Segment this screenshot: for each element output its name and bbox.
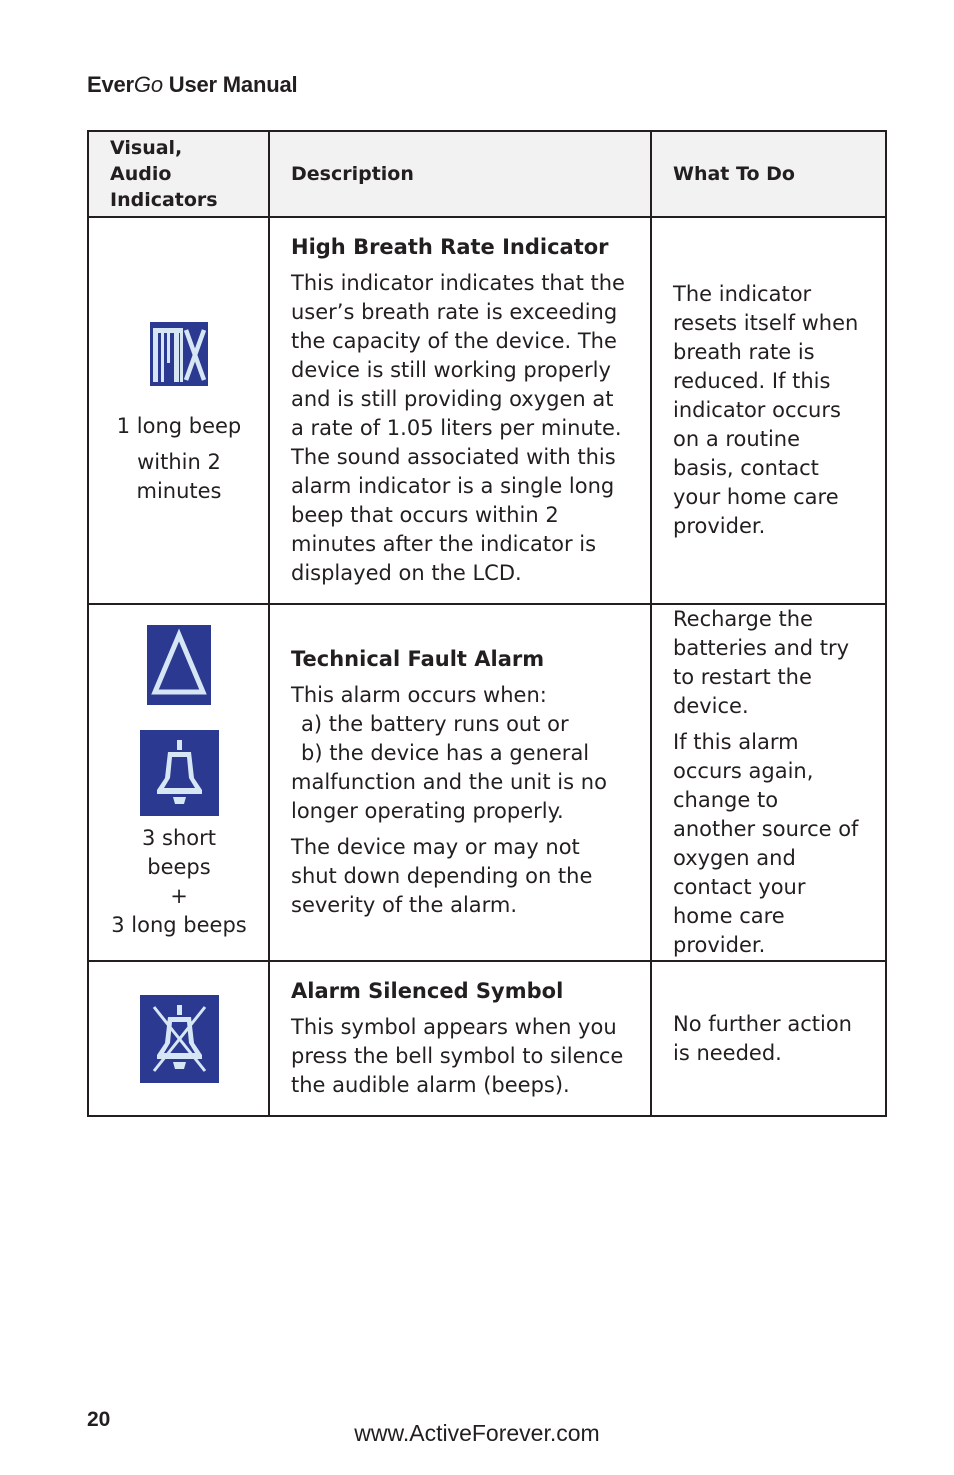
action-text: No further action is needed. (673, 1011, 852, 1065)
indicator-title: High Breath Rate Indicator (291, 235, 609, 259)
beep-pattern: 1 long beep (116, 413, 242, 438)
description-text: This indicator indicates that the user’s breath rate is exceeding the capacity of the device. The device is still working properly and is still providing oxygen at a rate of 1.05 liters per minute. The sound associated with this alarm indicator is a single long beep that occurs within 2 minutes after the indicator is displayed on the LCD. (291, 271, 625, 585)
description-text: The device may or may not shut down depending on the severity of the alarm. (291, 835, 593, 917)
beep-pattern: 3 short beeps + 3 long beeps (111, 826, 247, 937)
description-cell (269, 961, 651, 1116)
description-text (291, 681, 630, 826)
warning-triangle-icon (147, 625, 211, 705)
beep-timing: within 2 minutes (136, 449, 222, 503)
bell-silenced-icon (140, 995, 219, 1083)
description-cell (269, 604, 651, 961)
indicator-cell (88, 604, 269, 961)
what-to-do-cell (651, 217, 886, 604)
description-cell (269, 217, 651, 604)
table-row (88, 217, 886, 604)
action-text: The indicator resets itself when breath rate is reduced. If this indicator occurs on a routine basis, contact your home care provider. (673, 282, 859, 538)
table-row (88, 604, 886, 961)
indicator-cell (88, 217, 269, 604)
brand-go: Go (133, 72, 163, 97)
max-breath-rate-icon (150, 322, 208, 386)
indicator-table (87, 130, 887, 1117)
brand-ever: Ever (87, 72, 134, 97)
description-intro: This alarm occurs when: (291, 683, 547, 707)
what-to-do-cell (651, 604, 886, 961)
description-text: This symbol appears when you press the bell symbol to silence the audible alarm (beeps). (291, 1015, 624, 1097)
alarm-title: Technical Fault Alarm (291, 647, 545, 671)
action-text: Recharge the batteries and try to restart the device. (673, 607, 850, 718)
what-to-do-cell (651, 961, 886, 1116)
symbol-title: Alarm Silenced Symbol (291, 979, 564, 1003)
action-text: If this alarm occurs again, change to another source of oxygen and contact your home care provider. (673, 730, 859, 957)
col-header-indicators: Visual, Audio Indicators (88, 131, 269, 217)
footer-url: www.ActiveForever.com (354, 1420, 600, 1446)
col-header-description: Description (269, 131, 651, 217)
condition-a: a) the battery runs out or (301, 712, 569, 736)
indicator-cell (88, 961, 269, 1116)
table-row (88, 961, 886, 1116)
running-head (87, 72, 297, 98)
col-header-what-to-do: What To Do (651, 131, 886, 217)
bell-icon (140, 730, 219, 816)
table-header-row (88, 131, 886, 217)
condition-b-continued: malfunction and the unit is no longer operating properly. (291, 770, 607, 823)
manual-title: User Manual (162, 72, 298, 97)
condition-b: b) the device has a general (301, 741, 590, 765)
page-number: 20 (87, 1408, 111, 1431)
